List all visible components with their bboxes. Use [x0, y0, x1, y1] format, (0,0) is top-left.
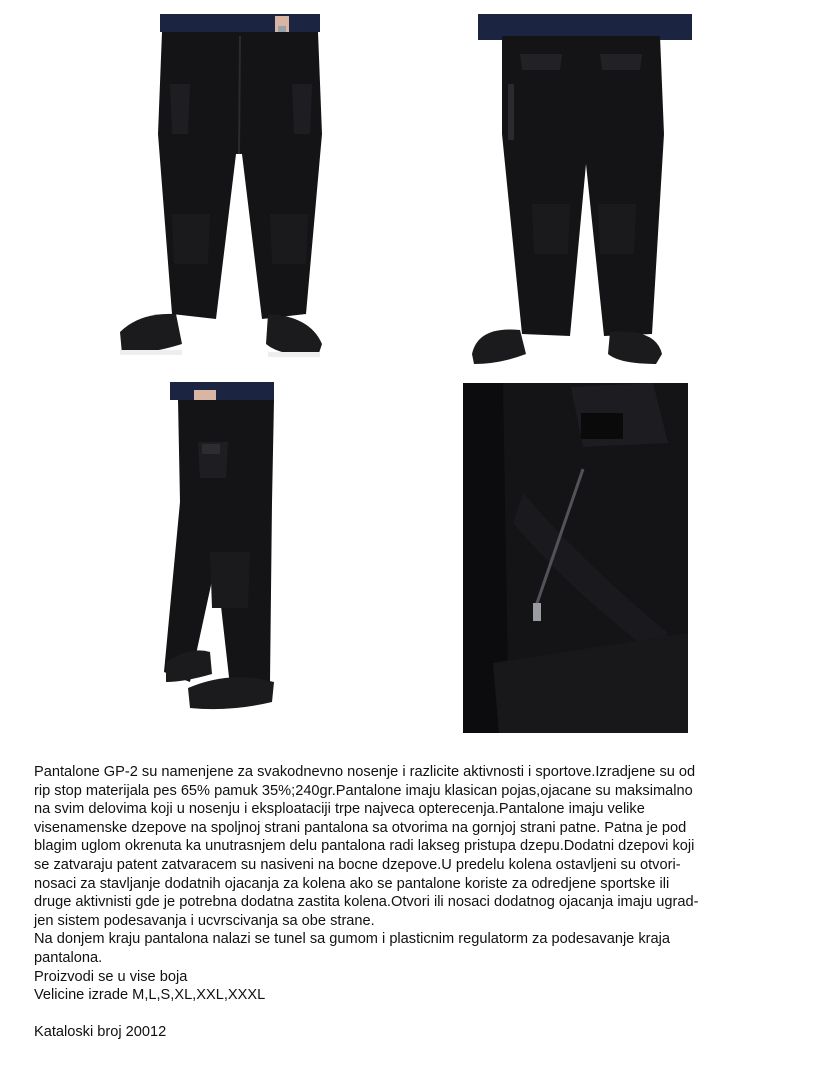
description-paragraph-2: Na donjem kraju pantalona nalazi se tunel sa gumom i plasticnim regulatorm za podesavanje kraja pantalona.: [34, 931, 670, 966]
side-view-illustration: [150, 382, 300, 732]
pocket-detail-illustration: [463, 383, 688, 733]
description-paragraph-1: Pantalone GP-2 su namenjene za svakodnevno nosenje i razlicite aktivnosti i sportove.Izradjene su od rip stop materijala pes 65% pamuk 35%;240gr.Pantalone imaju klasican pojas,ojacane su maksimalno na svim delovima koji u nosenju i eksploataciji trpe najveca opterecenja.Pantalone imaju velike visenamenske dzepove na spoljnoj strani pantalona sa otvorima na gornjoj strani patne. Patna je pod blagim uglom okrenuta ka unutrasnjem delu pantalona radi lakseg pristupa dzepu.Dodatni dzepovi koji se zatvaraju patent zatvaracem su nasiveni na bocne dzepove.U predelu kolena ostavljeni su otvori- nosaci za stavljanje dodatnih ojacanja za kolena ako se pantalone koriste za odredjene sportske ili druge aktivnisti gde je potrebna dodatna zastita kolena.Otvori ili nosaci dodatnog ojacanja imaju ugrad- jen sistem podesavanja i ucvrscivanja sa obe strane.: [34, 764, 699, 929]
product-photo-back: [470, 14, 710, 370]
product-description: [34, 763, 814, 1041]
back-view-illustration: [470, 14, 710, 370]
front-view-illustration: [110, 14, 370, 370]
catalog-number: Kataloski broj 20012: [34, 1023, 167, 1040]
product-photo-pocket-detail: [463, 383, 688, 733]
product-photo-front: [110, 14, 370, 370]
product-photo-side: [150, 382, 300, 732]
sizes-line: Velicine izrade M,L,S,XL,XXL,XXXL: [34, 987, 266, 1004]
spacer: [34, 1005, 814, 1023]
colors-line: Proizvodi se u vise boja: [34, 968, 188, 985]
